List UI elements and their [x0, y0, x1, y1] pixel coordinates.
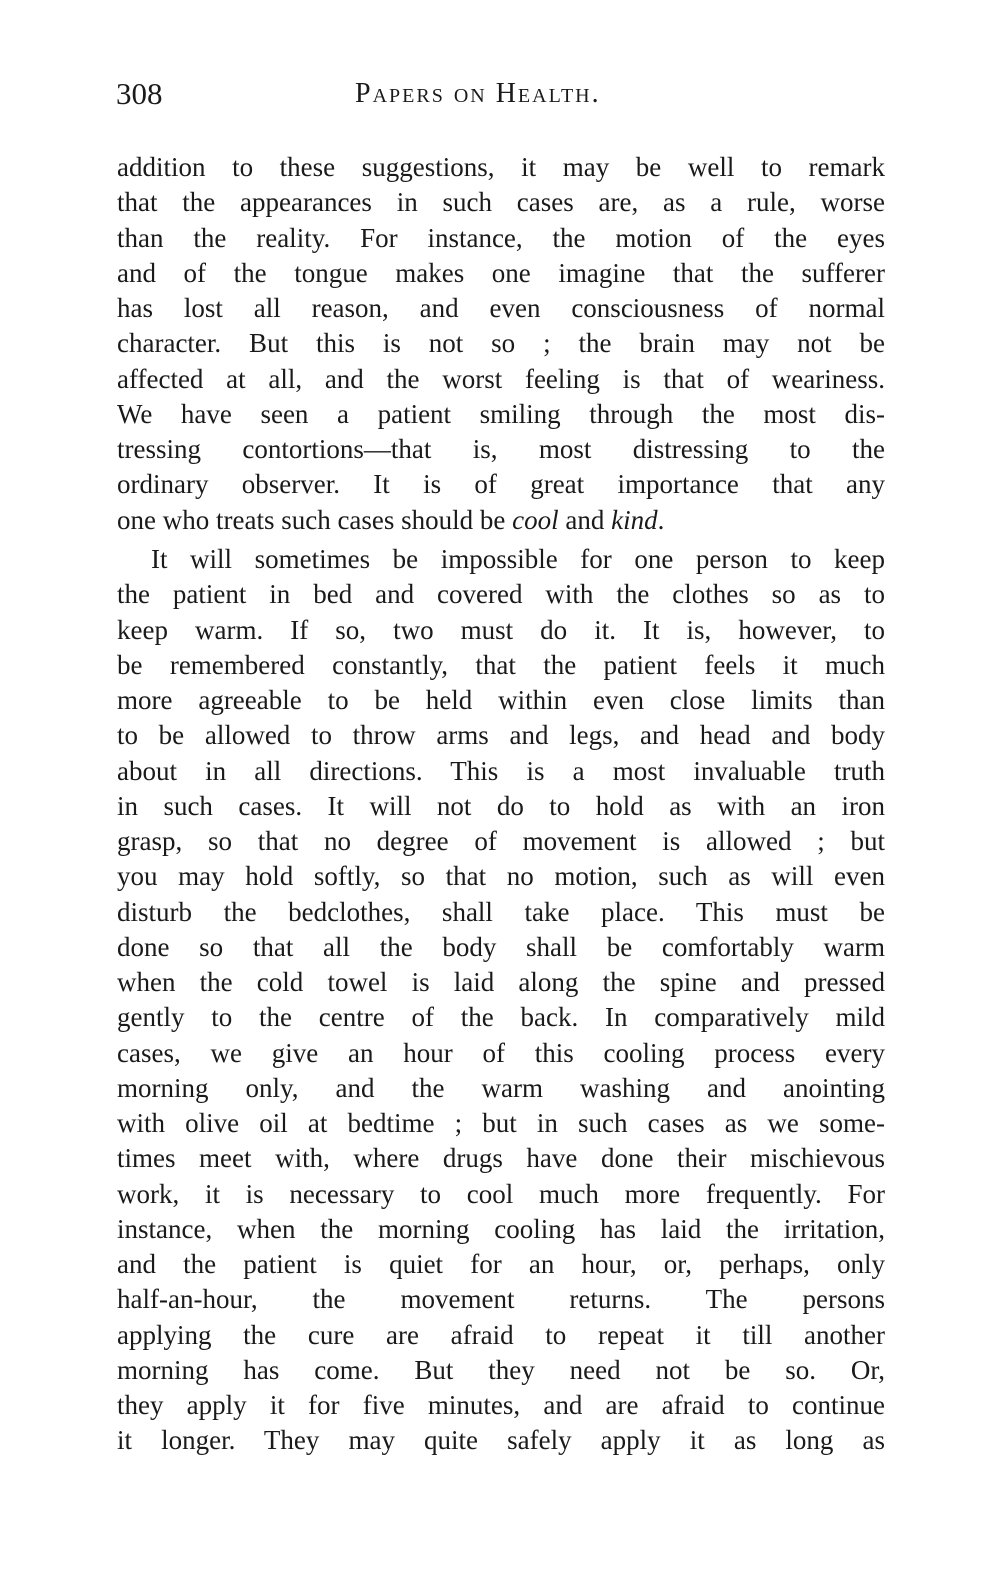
text-line: times meet with, where drugs have done their mischievous — [117, 1143, 885, 1174]
text-line: with olive oil at bedtime ; but in such cases as we some- — [117, 1108, 885, 1138]
italic-text: cool — [512, 504, 559, 535]
text-segment: one who treats such cases should be — [117, 504, 513, 535]
text-line: affected at all, and the worst feeling is that of weariness. — [117, 363, 885, 394]
paragraph-2 — [117, 542, 885, 1459]
text-line: and the patient is quiet for an hour, or, perhaps, only — [117, 1249, 885, 1279]
text-line: grasp, so that no degree of movement is allowed ; but — [117, 826, 885, 856]
text-line: work, it is necessary to cool much more frequently. For — [117, 1178, 885, 1209]
text-line: the patient in bed and covered with the clothes so as to — [117, 579, 885, 610]
text-line: morning only, and the warm washing and anointing — [117, 1072, 885, 1103]
text-line: in such cases. It will not do to hold as with an iron — [117, 790, 885, 821]
text-line: and of the tongue makes one imagine that the sufferer — [117, 257, 885, 288]
text-line-last — [117, 503, 885, 538]
text-line: keep warm. If so, two must do it. It is, however, to — [117, 614, 885, 645]
text-line: they apply it for five minutes, and are afraid to continue — [117, 1390, 885, 1420]
text-line: has lost all reason, and even consciousness of normal — [117, 293, 885, 323]
text-line: It will sometimes be impossible for one person to keep — [151, 544, 885, 574]
text-line: that the appearances in such cases are, as a rule, worse — [117, 187, 885, 218]
text-line: character. But this is not so ; the brain may not be — [117, 328, 885, 359]
text-line: be remembered constantly, that the patient feels it much — [117, 649, 885, 680]
text-line: you may hold softly, so that no motion, such as will even — [117, 861, 885, 892]
italic-text: kind — [611, 504, 658, 535]
running-head: Papers on Health. — [355, 78, 601, 109]
text-line: ordinary observer. It is of great importance that any — [117, 469, 885, 500]
text-line: morning has come. But they need not be so. Or, — [117, 1354, 885, 1385]
text-line: We have seen a patient smiling through the most dis- — [117, 398, 885, 429]
text-line: more agreeable to be held within even close limits than — [117, 685, 885, 715]
text-line: cases, we give an hour of this cooling process every — [117, 1037, 885, 1068]
text-line: to be allowed to throw arms and legs, and head and body — [117, 720, 885, 751]
text-line: half-an-hour, the movement returns. The persons — [117, 1284, 885, 1315]
text-line: it longer. They may quite safely apply it as long as — [117, 1425, 885, 1456]
text-line: instance, when the morning cooling has laid the irritation, — [117, 1213, 885, 1244]
text-line: applying the cure are afraid to repeat it till another — [117, 1319, 885, 1350]
text-line: when the cold towel is laid along the spine and pressed — [117, 967, 885, 997]
text-segment: and — [558, 504, 612, 535]
page-number: 308 — [116, 76, 163, 111]
text-line: tressing contortions—that is, most distressing to the — [117, 434, 885, 464]
text-line: done so that all the body shall be comfortably warm — [117, 931, 885, 962]
text-line: than the reality. For instance, the motion of the eyes — [117, 222, 885, 253]
text-line: gently to the centre of the back. In comparatively mild — [117, 1002, 885, 1033]
text-line: about in all directions. This is a most invaluable truth — [117, 755, 885, 786]
text-line: disturb the bedclothes, shall take place. This must be — [117, 896, 885, 927]
text-line: addition to these suggestions, it may be well to remark — [117, 152, 885, 182]
paragraph-1 — [117, 150, 885, 538]
text-segment: . — [657, 504, 665, 535]
